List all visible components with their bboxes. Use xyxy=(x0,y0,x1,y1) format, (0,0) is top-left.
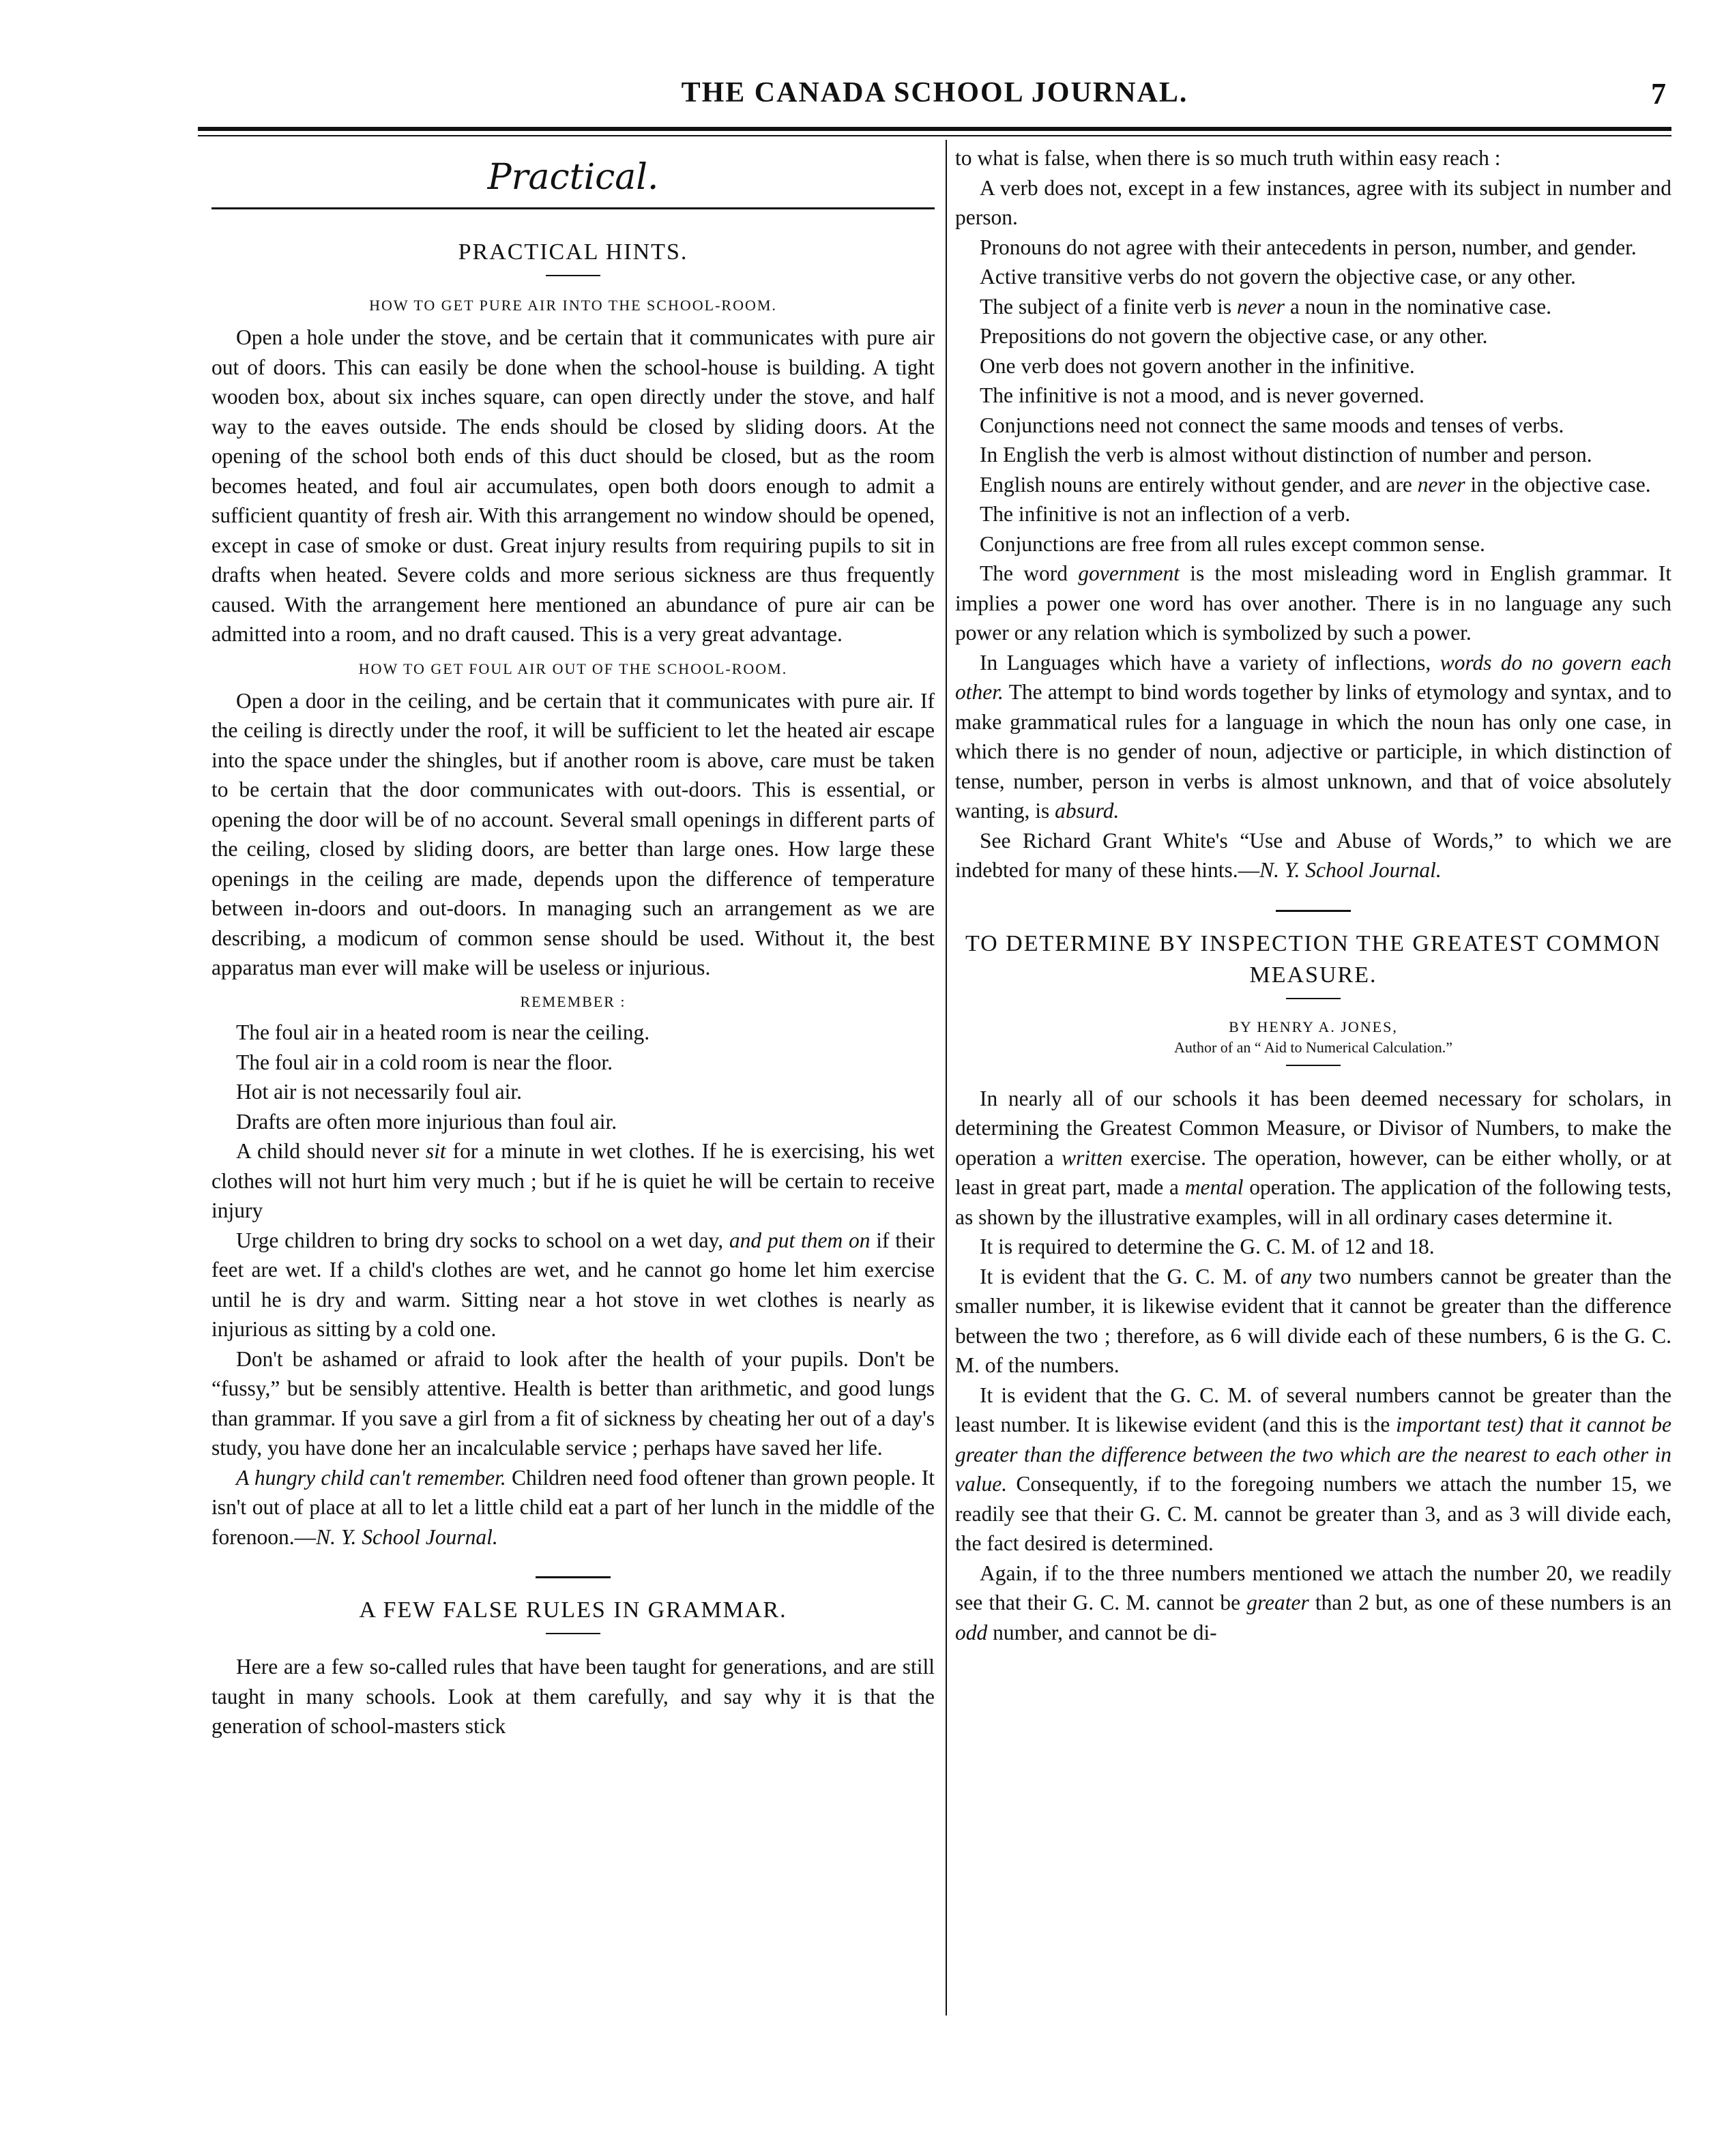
right-column xyxy=(955,143,1671,1647)
paragraph xyxy=(211,1226,935,1344)
rule-item xyxy=(955,292,1671,322)
rule-item: Conjunctions are free from all rules except common sense. xyxy=(980,531,1485,556)
title-rule xyxy=(546,275,600,276)
text: The attempt to bind words together by links of etymology and syntax, and to make grammatical rules for a language in which the noun has only one case, in which there is no gender of noun, adjective or participle, in which distinction of tense, number, person in verbs is almost unknown, and that of voice absolutely wanting, is xyxy=(955,680,1671,823)
paragraph xyxy=(211,1463,935,1552)
text: English nouns are entirely without gender, and are xyxy=(980,472,1418,497)
text: operation. The application of the following tests, as shown by the illustrative examples, will in all ordinary cases determine it. xyxy=(955,1175,1671,1229)
remember-item: Drafts are often more injurious than foul air. xyxy=(236,1109,617,1134)
rule-item: Active transitive verbs do not govern the objective case, or any other. xyxy=(980,265,1576,289)
text: two numbers cannot be greater than the smaller number, it is likewise evident that it cannot be greater than the difference between the two ; therefore, as 6 will divide each of these numbers, 6 is the G. C. M. of the numbers. xyxy=(955,1264,1671,1377)
article-separator xyxy=(536,1576,611,1578)
paragraph xyxy=(955,559,1671,648)
italic-text: greater xyxy=(1246,1591,1309,1614)
italic-text: words do no govern each other. xyxy=(955,650,1671,704)
rule-item: Prepositions do not govern the objective case, or any other. xyxy=(980,324,1488,348)
paragraph: Don't be ashamed or afraid to look after the health of your pupils. Don't be “fussy,” but be sensibly attentive. Health is better than arithmetic, and good lungs than grammar. If you save a girl from a fit of sickness by cheating her out of a day's study, you have done her an incalculable service ; perhaps have saved her life. xyxy=(211,1346,935,1460)
text: See Richard Grant White's “Use and Abuse of Words,” to which we are indebted for many of these hints.— xyxy=(955,828,1671,882)
rule-item: The infinitive is not an inflection of a verb. xyxy=(980,502,1351,526)
source-citation: N. Y. School Journal. xyxy=(316,1524,498,1549)
header-rule xyxy=(198,127,1671,131)
text: exercise. The operation, however, can be either wholly, or at least in great part, made a xyxy=(955,1145,1671,1199)
text: than 2 but, as one of these numbers is an xyxy=(1309,1591,1671,1614)
text: Consequently, if to the foregoing numbers we attach the number 15, we readily see that their G. C. M. cannot be greater than 3, and as 3 will divide each, the fact desired is determined. xyxy=(955,1472,1671,1555)
text: In nearly all of our schools it has been deemed necessary for scholars, in determining the Greatest Common Measure, or Divisor of Numbers, to make the operation a xyxy=(955,1086,1671,1170)
text: is the most misleading word in English grammar. It implies a power one word has over another. There is in no language any such power or any relation which is symbolized by such a power. xyxy=(955,561,1671,645)
rule-item: The infinitive is not a mood, and is never governed. xyxy=(980,383,1425,407)
rule-item: Conjunctions need not connect the same moods and tenses of verbs. xyxy=(980,413,1564,437)
italic-text: absurd. xyxy=(1055,799,1120,823)
page-number: 7 xyxy=(1651,77,1666,110)
italic-text: A hungry child can't remember. xyxy=(236,1465,506,1490)
italic-text: odd xyxy=(955,1620,988,1644)
rule-item xyxy=(955,470,1671,500)
text: in the objective case. xyxy=(1465,472,1651,497)
paragraph: Open a hole under the stove, and be certain that it communicates with pure air out of doors. This can easily be done when the school-house is building. A tight wooden box, about six inches square, can open directly under the stove, and half way to the eaves outside. The ends should be closed by sliding doors. At the opening of the school both ends of this duct should be closed, but as the room becomes heated, and foul air accumulates, open both doors enough to admit a sufficient quantity of fresh air. With this arrangement no window should be opened, except in case of smoke or dust. Great injury results from requiring pupils to sit in drafts when heated. Severe colds and more serious sickness are thus frequently caused. With the arrangement here mentioned an abundance of pure air can be admitted into a room, and no draft caused. This is a very great advantage. xyxy=(211,325,935,646)
italic-text: never xyxy=(1237,294,1285,319)
paragraph: It is required to determine the G. C. M. of 12 and 18. xyxy=(980,1235,1435,1258)
italic-text: sit xyxy=(425,1139,446,1163)
author-note: Author of an “ Aid to Numerical Calculation.” xyxy=(1173,1038,1453,1056)
text: It is evident that the G. C. M. of several numbers cannot be greater than the least number. It is likewise evident (and this is the xyxy=(955,1383,1671,1436)
text: if their feet are wet. If a child's clothes are wet, and he cannot go home let him exercise until he is dry and warm. Sitting near a hot stove in wet clothes is nearly as injurious as sitting by a cold one. xyxy=(211,1228,935,1341)
column-divider xyxy=(946,140,947,2015)
italic-text: written xyxy=(1062,1145,1123,1170)
paragraph: Here are a few so-called rules that have been taught for generations, and are still taught in many schools. Look at them carefully, and say why it is that the generation of school-masters stick xyxy=(211,1655,935,1738)
text: It is evident that the G. C. M. of xyxy=(980,1264,1281,1288)
rule-item: One verb does not govern another in the infinitive. xyxy=(980,353,1415,378)
remember-label: REMEMBER : xyxy=(520,992,626,1010)
page-header xyxy=(198,76,1671,117)
section-rule xyxy=(211,207,935,209)
text: A child should never xyxy=(236,1139,426,1163)
text: Again, if to the three numbers mentioned we attach the number 20, we readily see that their G. C. M. cannot be xyxy=(955,1561,1671,1614)
italic-text: government xyxy=(1078,561,1180,585)
text: Urge children to bring dry socks to school on a wet day, xyxy=(236,1228,729,1252)
byline-rule xyxy=(1286,1065,1341,1066)
byline: BY HENRY A. JONES, xyxy=(1229,1018,1398,1035)
italic-text: any xyxy=(1280,1264,1312,1288)
paragraph xyxy=(211,1136,935,1226)
italic-text: important test) that it cannot be greater than the difference between the two which are the nearest to each other in value. xyxy=(955,1413,1671,1496)
source-citation: N. Y. School Journal. xyxy=(1259,858,1442,882)
article-title-practical-hints: PRACTICAL HINTS. xyxy=(458,239,688,265)
paragraph: to what is false, when there is so much truth within easy reach : xyxy=(955,146,1501,170)
text: The word xyxy=(980,561,1079,585)
paragraph xyxy=(955,1084,1671,1232)
text: for a minute in wet clothes. If he is exercising, his wet clothes will not hurt him very much ; but if he is quiet he will be certain to receive injury xyxy=(211,1139,935,1222)
article-separator xyxy=(1276,910,1351,912)
paragraph xyxy=(955,1559,1671,1648)
rule-item: Pronouns do not agree with their antecedents in person, number, and gender. xyxy=(980,235,1637,259)
journal-title: THE CANADA SCHOOL JOURNAL. xyxy=(681,77,1188,108)
article-title-false-rules: A FEW FALSE RULES IN GRAMMAR. xyxy=(359,1597,787,1623)
section-title: Practical. xyxy=(487,157,659,198)
paragraph: Open a door in the ceiling, and be certain that it communicates with pure air. If the ceiling is directly under the roof, it will be sufficient to let the heated air escape into the space under the shingles, but if another room is above, care must be taken to be certain that the door communicates with out-doors. This is essential, or opening the door will be of no account. Several small openings in different parts of the ceiling, closed by sliding doors, are better than large ones. How large these openings in the ceiling are made, depends upon the difference of temperature between in-doors and out-doors. In managing such an arrangement as we are describing, a modicum of common sense should be used. Without it, the best apparatus man ever will make will be useless or injurious. xyxy=(211,688,935,979)
title-rule xyxy=(546,1633,600,1634)
remember-item: Hot air is not necessarily foul air. xyxy=(236,1080,523,1104)
header-rule-thin xyxy=(198,135,1671,136)
italic-text: never xyxy=(1417,472,1465,497)
remember-item: The foul air in a cold room is near the floor. xyxy=(236,1050,613,1074)
title-rule xyxy=(1286,998,1341,999)
text: number, and cannot be di- xyxy=(987,1620,1217,1644)
subhead-pure-air: HOW TO GET PURE AIR INTO THE SCHOOL-ROOM. xyxy=(369,297,777,314)
italic-text: mental xyxy=(1184,1175,1244,1199)
remember-item: The foul air in a heated room is near the ceiling. xyxy=(236,1020,650,1044)
paragraph xyxy=(955,826,1671,885)
italic-text: and put them on xyxy=(729,1228,871,1252)
article-title-gcm: TO DETERMINE BY INSPECTION THE GREATEST COMMON MEASURE. xyxy=(965,930,1662,988)
text: a noun in the nominative case. xyxy=(1284,294,1551,319)
left-column xyxy=(211,143,935,1741)
text: Children need food oftener than grown people. It isn't out of place at all to let a little child eat a part of her lunch in the middle of the forenoon.— xyxy=(211,1465,935,1549)
subhead-foul-air: HOW TO GET FOUL AIR OUT OF THE SCHOOL-ROOM. xyxy=(358,660,788,677)
paragraph xyxy=(955,1262,1671,1380)
paragraph xyxy=(955,648,1671,826)
rule-item: A verb does not, except in a few instances, agree with its subject in number and person. xyxy=(955,175,1671,229)
text: In Languages which have a variety of inflections, xyxy=(980,650,1440,675)
text: The subject of a finite verb is xyxy=(980,294,1238,319)
paragraph xyxy=(955,1380,1671,1559)
rule-item: In English the verb is almost without distinction of number and person. xyxy=(980,443,1592,467)
